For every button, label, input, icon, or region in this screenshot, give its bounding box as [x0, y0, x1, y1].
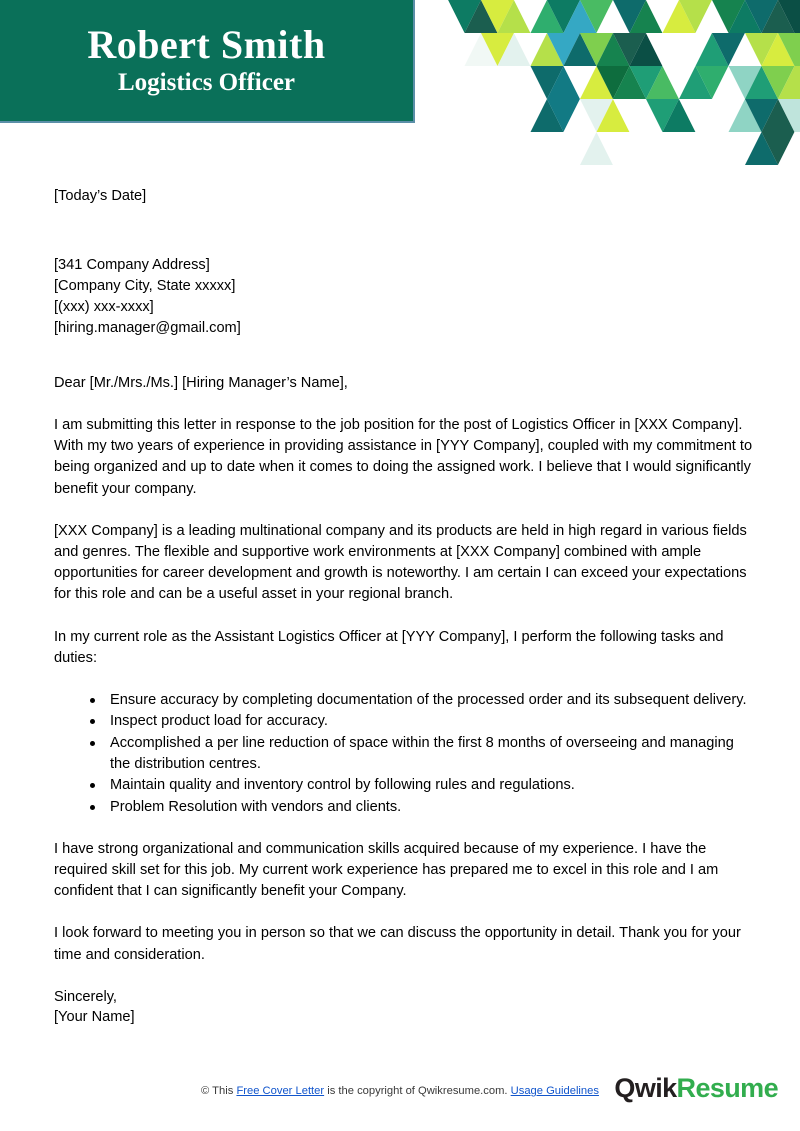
candidate-name: Robert Smith [87, 22, 326, 68]
page-footer [0, 1065, 800, 1123]
list-item-label: Accomplished a per line reduction of space within the first 8 months of overseeing and managing the distribution centres. [110, 734, 734, 772]
bullet-icon [90, 783, 95, 788]
usage-guidelines-link[interactable]: Usage Guidelines [510, 1085, 599, 1097]
spacer [54, 500, 754, 521]
spacer [54, 902, 754, 923]
spacer [54, 966, 754, 987]
signature-name: [Your Name] [54, 1008, 135, 1025]
list-item [54, 733, 754, 776]
recipient-address-block [54, 255, 754, 339]
spacer [54, 606, 754, 627]
paragraph-3: In my current role as the Assistant Logistics Officer at [YYY Company], I perform the following tasks and duties: [54, 628, 724, 666]
list-item [54, 711, 754, 732]
triangle-mosaic-decoration [415, 0, 800, 170]
list-item-label: Maintain quality and inventory control by following rules and regulations. [110, 777, 575, 794]
logo-text-qwik: Qwik [614, 1073, 677, 1103]
paragraph-1: I am submitting this letter in response to the job position for the post of Logistics Officer in [XXX Company]. With my two years of experience in providing assistance in [YYY Company], coupled with my commitment to being organized and up to date when it comes to doing the assigned work. I believe that I would significantly benefit your company. [54, 417, 753, 497]
spacer [54, 669, 754, 690]
list-item-label: Inspect product load for accuracy. [110, 713, 328, 730]
salutation: Dear [Mr./Mrs./Ms.] [Hiring Manager’s Name], [54, 375, 348, 391]
address-line: [(xxx) xxx-xxxx] [54, 299, 154, 315]
address-line: [hiring.manager@gmail.com] [54, 320, 241, 336]
copyright-middle: is the copyright of Qwikresume.com. [324, 1085, 511, 1097]
free-cover-letter-link[interactable]: Free Cover Letter [236, 1085, 325, 1097]
duties-list [54, 690, 754, 818]
address-line: [341 Company Address] [54, 257, 210, 273]
paragraph-5: I look forward to meeting you in person so that we can discuss the opportunity in detail. Thank you for your time and consideration. [54, 925, 741, 963]
bullet-icon [90, 698, 95, 703]
date-block [54, 186, 754, 207]
letter-body [54, 186, 754, 1027]
bullet-icon [90, 805, 95, 810]
qwikresume-logo[interactable] [614, 1073, 778, 1104]
list-item-label: Ensure accuracy by completing documentation of the processed order and its subsequent delivery. [110, 692, 747, 709]
paragraph-4: I have strong organizational and communication skills acquired because of my experience. I have the required skill set for this job. My current work experience has prepared me to excel in this role and I am confident that I can significantly benefit your Company. [54, 840, 719, 900]
list-item [54, 797, 754, 818]
bullet-icon [90, 741, 95, 746]
copyright-prefix: © This [201, 1085, 237, 1097]
bullet-icon [90, 719, 95, 724]
address-line: [Company City, State xxxxx] [54, 278, 236, 294]
list-item [54, 775, 754, 796]
spacer [54, 394, 754, 415]
name-title-band [0, 0, 415, 123]
todays-date: [Today’s Date] [54, 188, 147, 204]
candidate-job-title: Logistics Officer [117, 69, 296, 97]
closing-salutation: Sincerely, [54, 988, 117, 1005]
paragraph-2: [XXX Company] is a leading multinational company and its products are held in high regard in various fields and genres. The flexible and supportive work environments at [XXX Company] combined with ample opportunities for career development and growth is noteworthy. I am certain I can exceed your expectations for this role and can be a useful asset in your regional branch. [54, 522, 747, 603]
spacer [54, 207, 754, 255]
signature-block [54, 987, 754, 1027]
spacer [54, 818, 754, 839]
spacer [54, 339, 754, 373]
letter-header [0, 0, 800, 170]
list-item [54, 690, 754, 711]
logo-text-resume: Resume [676, 1073, 778, 1103]
list-item-label: Problem Resolution with vendors and clients. [110, 798, 402, 815]
